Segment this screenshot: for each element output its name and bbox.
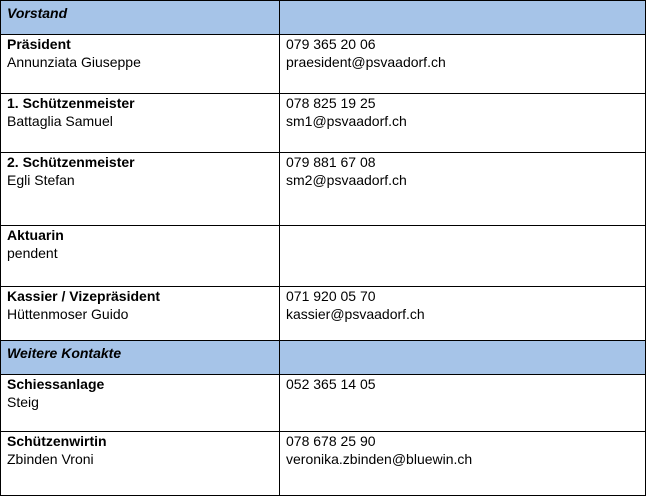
person-name: Hüttenmoser Guido xyxy=(7,306,129,322)
person-name: pendent xyxy=(7,245,58,261)
section-header-weitere-kontakte xyxy=(1,341,646,375)
phone-number: 052 365 14 05 xyxy=(286,376,376,392)
contact-cell xyxy=(280,287,646,341)
role-cell xyxy=(1,226,280,287)
contact-row xyxy=(1,226,646,287)
section-header-empty-cell xyxy=(280,1,646,35)
role-cell xyxy=(1,94,280,153)
role-cell xyxy=(1,35,280,94)
email-link[interactable]: kassier@psvaadorf.ch xyxy=(286,306,425,322)
contact-cell xyxy=(280,35,646,94)
person-name: Zbinden Vroni xyxy=(7,451,94,467)
role-label: Aktuarin xyxy=(7,227,64,243)
contact-cell xyxy=(280,432,646,496)
contact-cell xyxy=(280,226,646,287)
role-label: 1. Schützenmeister xyxy=(7,95,135,111)
phone-number: 078 825 19 25 xyxy=(286,95,376,111)
contact-row xyxy=(1,153,646,226)
role-label: 2. Schützenmeister xyxy=(7,154,135,170)
phone-number: 071 920 05 70 xyxy=(286,288,376,304)
contact-row xyxy=(1,35,646,94)
email-link[interactable]: veronika.zbinden@bluewin.ch xyxy=(286,451,473,467)
person-name: Egli Stefan xyxy=(7,172,75,188)
contact-cell xyxy=(280,375,646,432)
person-name: Steig xyxy=(7,394,39,410)
section-header-empty-cell xyxy=(280,341,646,375)
person-name: Annunziata Giuseppe xyxy=(7,54,141,70)
phone-number: 079 365 20 06 xyxy=(286,36,376,52)
section-title-cell xyxy=(1,1,280,35)
role-label: Präsident xyxy=(7,36,71,52)
email-link[interactable]: praesident@psvaadorf.ch xyxy=(286,54,446,70)
section-header-vorstand xyxy=(1,1,646,35)
role-label: Schiessanlage xyxy=(7,376,105,392)
email-link[interactable]: sm2@psvaadorf.ch xyxy=(286,172,407,188)
contact-cell xyxy=(280,94,646,153)
role-label: Schützenwirtin xyxy=(7,433,107,449)
contact-cell xyxy=(280,153,646,226)
contact-row xyxy=(1,432,646,496)
contact-row xyxy=(1,287,646,341)
role-cell xyxy=(1,375,280,432)
role-label: Kassier / Vizepräsident xyxy=(7,288,161,304)
phone-number: 079 881 67 08 xyxy=(286,154,376,170)
person-name: Battaglia Samuel xyxy=(7,113,113,129)
contact-row xyxy=(1,375,646,432)
role-cell xyxy=(1,432,280,496)
section-title-cell xyxy=(1,341,280,375)
phone-number: 078 678 25 90 xyxy=(286,433,376,449)
contact-row xyxy=(1,94,646,153)
section-title: Weitere Kontakte xyxy=(7,345,122,361)
role-cell xyxy=(1,287,280,341)
section-title: Vorstand xyxy=(7,5,68,21)
email-link[interactable]: sm1@psvaadorf.ch xyxy=(286,113,407,129)
role-cell xyxy=(1,153,280,226)
